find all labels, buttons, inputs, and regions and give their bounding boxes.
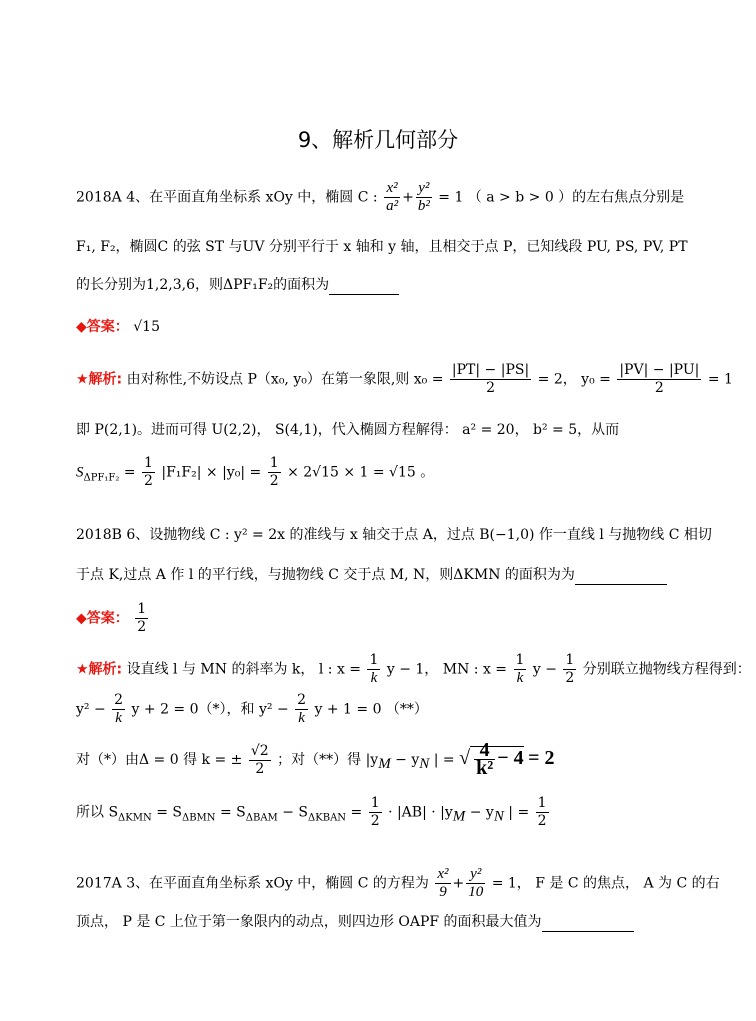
answer-value: $\frac{1}{2}$ — [137, 601, 147, 635]
question-1-line-3 — [76, 275, 399, 295]
question-2-line-1 — [76, 525, 712, 545]
question-2-solution-line-3: 对（*）由Δ = 0 得 k = ± $\frac{√2}{2}$ ；对（**）得 $|y_M - y_N$ | = √ $\frac{4}{\text{k²}}$ − 4 = 2 — [76, 739, 555, 779]
question-1-solution-line-2: 即 P(2,1)。进而可得 U(2,2)， S(4,1)，代入椭圆方程解得： a² = 20， b² = 5，从而 — [76, 422, 620, 438]
question-1-answer — [76, 317, 160, 337]
answer-blank — [575, 570, 667, 585]
question-2-solution-line-2: y² − $\frac{2}{k}$ y + 2 = 0（*），和 y² − $\frac{2}{k}$ y + 1 = 0 （**） — [76, 692, 428, 726]
solution-label: ★解析: — [76, 661, 123, 678]
solution-label: ★解析: — [76, 371, 123, 388]
page-title: 9、解析几何部分 — [297, 128, 459, 152]
fraction-one-half: $\frac{1}{2}$ — [144, 455, 153, 489]
question-1-source: 2018A 4、 — [76, 189, 150, 206]
fraction-x2-a2: $\frac{\text{x²}}{\text{a²}}$ — [386, 180, 399, 214]
question-3-line-2: 顶点， P 是 C 上位于第一象限内的动点，则四边形 OAPF 的面积最大值为 — [76, 912, 634, 932]
answer-blank — [542, 917, 634, 932]
question-2-solution-line-4: 所以 $S_{\Delta KMN} = S_{\Delta BMN} = S_{\Delta BAM} - S_{\Delta KBAN}$ = $\frac{1}{2}$ · $|AB| \cdot |y_M - y_N$ | = $\frac{1}{2}$ — [76, 795, 547, 829]
question-1-line-2: F₁, F₂，椭圆C 的弦 ST 与UV 分别平行于 x 轴和 y 轴，且相交于点 P，已知线段 PU, PS, PV, PT — [76, 239, 688, 255]
answer-label: ◆答案： — [76, 319, 129, 335]
question-2-answer — [76, 601, 150, 636]
fraction-y2-b2: $\frac{\text{y²}}{\text{b²}}$ — [417, 180, 430, 214]
question-1-line-1: 2018A 4、在平面直角坐标系 xOy 中，椭圆 C : $\frac{\text{x²}}{\text{a²}}$ + $\frac{\text{y²}}{\text{b²}}$ = 1 （ a > b > 0 ）的左右焦点分别是 — [76, 180, 685, 214]
fraction-pt-ps: $\frac{|PT| - |PS|}{2}$ — [451, 362, 530, 396]
answer-value: √15 — [133, 319, 160, 335]
question-1-text-c: 的长分别为1,2,3,6，则ΔPF₁F₂的面积为 — [76, 277, 330, 293]
question-1-text-b: = 1 （ a > b > 0 ）的左右焦点分别是 — [438, 189, 685, 206]
answer-blank — [329, 280, 399, 295]
solution-text: 由对称性,不妨设点 P（x₀, y₀）在第一象限,则 x₀ = — [126, 371, 444, 388]
question-2-line-2: 于点 K,过点 A 作 l 的平行线，与抛物线 C 交于点 M, N，则ΔKMN 的面积为为 — [76, 565, 667, 585]
question-2-solution-line-1: ★解析: 设直线 l 与 MN 的斜率为 k， l : x = $\frac{1}{k}$ y − 1， MN : x = $\frac{1}{k}$ y − $\frac{1}{2}$ 分别联立抛物线方程得到： — [76, 652, 751, 686]
answer-label: ◆答案： — [76, 610, 129, 627]
solution-text: = 2， y₀ = — [537, 371, 611, 388]
question-2-source: 2018B 6、 — [76, 527, 150, 543]
question-1-text-a: 在平面直角坐标系 xOy 中，椭圆 C : — [149, 189, 378, 206]
question-3-line-1: 2017A 3、在平面直角坐标系 xOy 中，椭圆 C 的方程为 $\frac{\text{x²}}{9}$ + $\frac{\text{y²}}{10}$ = 1， F 是 C 的焦点， A 为 C 的右 — [76, 866, 720, 900]
question-2-text: 设抛物线 C : y² = 2x 的准线与 x 轴交于点 A，过点 B(−1,0) 作一直线 l 与抛物线 C 相切 — [149, 527, 712, 543]
fraction-one-half: $\frac{1}{2}$ — [269, 455, 279, 489]
fraction-pv-pu: $\frac{|PV| - |PU|}{2}$ — [619, 362, 700, 396]
question-3-source: 2017A 3、 — [76, 875, 150, 892]
solution-text: = 1 — [707, 371, 733, 388]
question-1-solution-line-1 — [76, 362, 733, 397]
question-1-solution-line-3: $S_{\Delta PF_1F_2}$ = $\frac{1}{2}$ |F₁F₂| × |y₀| = $\frac{1}{2}$ × 2√15 × 1 = √15 。 — [76, 455, 435, 489]
